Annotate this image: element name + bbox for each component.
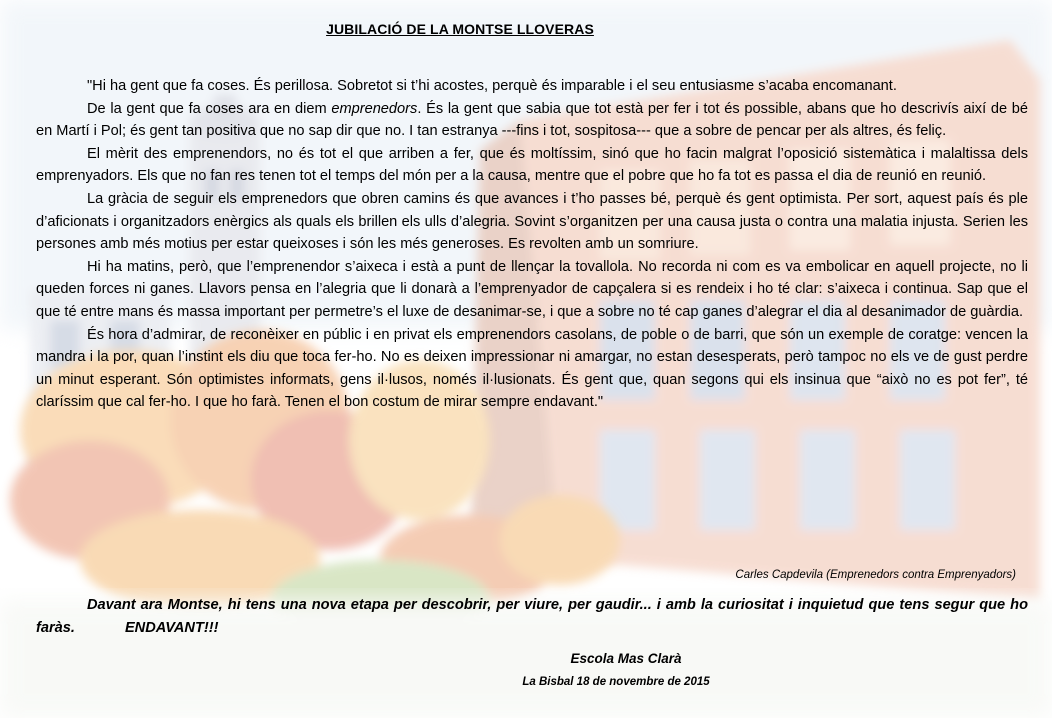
dedication-closing: ENDAVANT!!! bbox=[124, 619, 219, 636]
paragraph-3: El mèrit des emprenendors, no és tot el que arriben a fer, que és moltíssim, sinó que ho facin malgrat l’oposició sistemàtica i malaltissa dels emprenyadors. Els que no fan res tenen tot el temps del món per a la causa, mentre que el pobre que ho fa tot es passa el dia de reunió en reunió. bbox=[36, 145, 1028, 185]
paragraph-6: És hora d’admirar, de reconèixer en públic i en privat els emprenendors casolans, de poble o de barri, que són un exemple de coratge: vencen la mandra i la por, quan l’instint els diu que toca fer-ho. No es deixen impressionar ni amargar, no estan desesperats, però tampoc no els ve de gust perdre un minut esperant. Són optimistes informats, gens il·lusos, només il·lusionats. És gent que, quan segons qui els insinua que “això no es pot fer”, té claríssim que cal fer-ho. I que ho farà. Tenen el bon costum de mirar sempre endavant." bbox=[36, 326, 1028, 411]
paragraph-2 bbox=[36, 98, 1028, 143]
dedication-message: Davant ara Montse, hi tens una nova etapa per descobrir, per viure, per gaudir... i amb la curiositat i inquietud que tens segur que ho faràs. bbox=[36, 597, 1028, 636]
quote-body bbox=[36, 75, 1028, 414]
document-title: JUBILACIÓ DE LA MONTSE LLOVERAS bbox=[326, 21, 594, 37]
quote-attribution: Carles Capdevila (Emprenedors contra Emprenyadors) bbox=[735, 569, 1016, 581]
paragraph-2-emphasis: emprenedors bbox=[331, 100, 418, 117]
paragraph-1: "Hi ha gent que fa coses. És perillosa. Sobretot si t’hi acostes, perquè és imparable i el seu entusiasme s’acaba encomanant. bbox=[87, 78, 897, 94]
school-name: Escola Mas Clarà bbox=[570, 651, 682, 666]
paragraph-2-start: De la gent que fa coses ara en diem bbox=[87, 100, 332, 117]
place-and-date: La Bisbal 18 de novembre de 2015 bbox=[522, 676, 710, 688]
paragraph-2-end: . És la gent que sabia que tot està per fer i tot és possible, abans que ho descrivís així de bé en Martí i Pol; és gent tan positiva que no sap dir que no. I tan estranya ---fins i tot, sospitosa--- que a sobre de pencar per als altres, és feliç. bbox=[36, 100, 1028, 140]
dedication-text bbox=[36, 594, 1028, 639]
paragraph-4: La gràcia de seguir els emprenedors que obren camins és que avances i t’ho passes bé, perquè és gent optimista. Per sort, aquest país és ple d’aficionats i organitzadors enèrgics als quals els brillen els ulls d’alegria. Sovint s’organitzen per una causa justa o contra una malatia injusta. Serien les persones amb més motius per estar queixoses i són les més generoses. Es revolten amb un somriure. bbox=[36, 190, 1028, 253]
paragraph-5: Hi ha matins, però, que l’emprenendor s’aixeca i està a punt de llençar la tovallola. No recorda ni com es va embolicar en aquell projecte, no li queden forces ni ganes. Llavors pensa en l’alegria que li donarà a l’emprenyador de capçalera si es rendeix i ho té clar: s’aixeca i continua. Sap que el que té entre mans és massa important per permetre’s el luxe de desanimar-se, i que a sobre no té cap ganes d’alegrar el dia al desanimador de guàrdia. bbox=[36, 258, 1028, 320]
